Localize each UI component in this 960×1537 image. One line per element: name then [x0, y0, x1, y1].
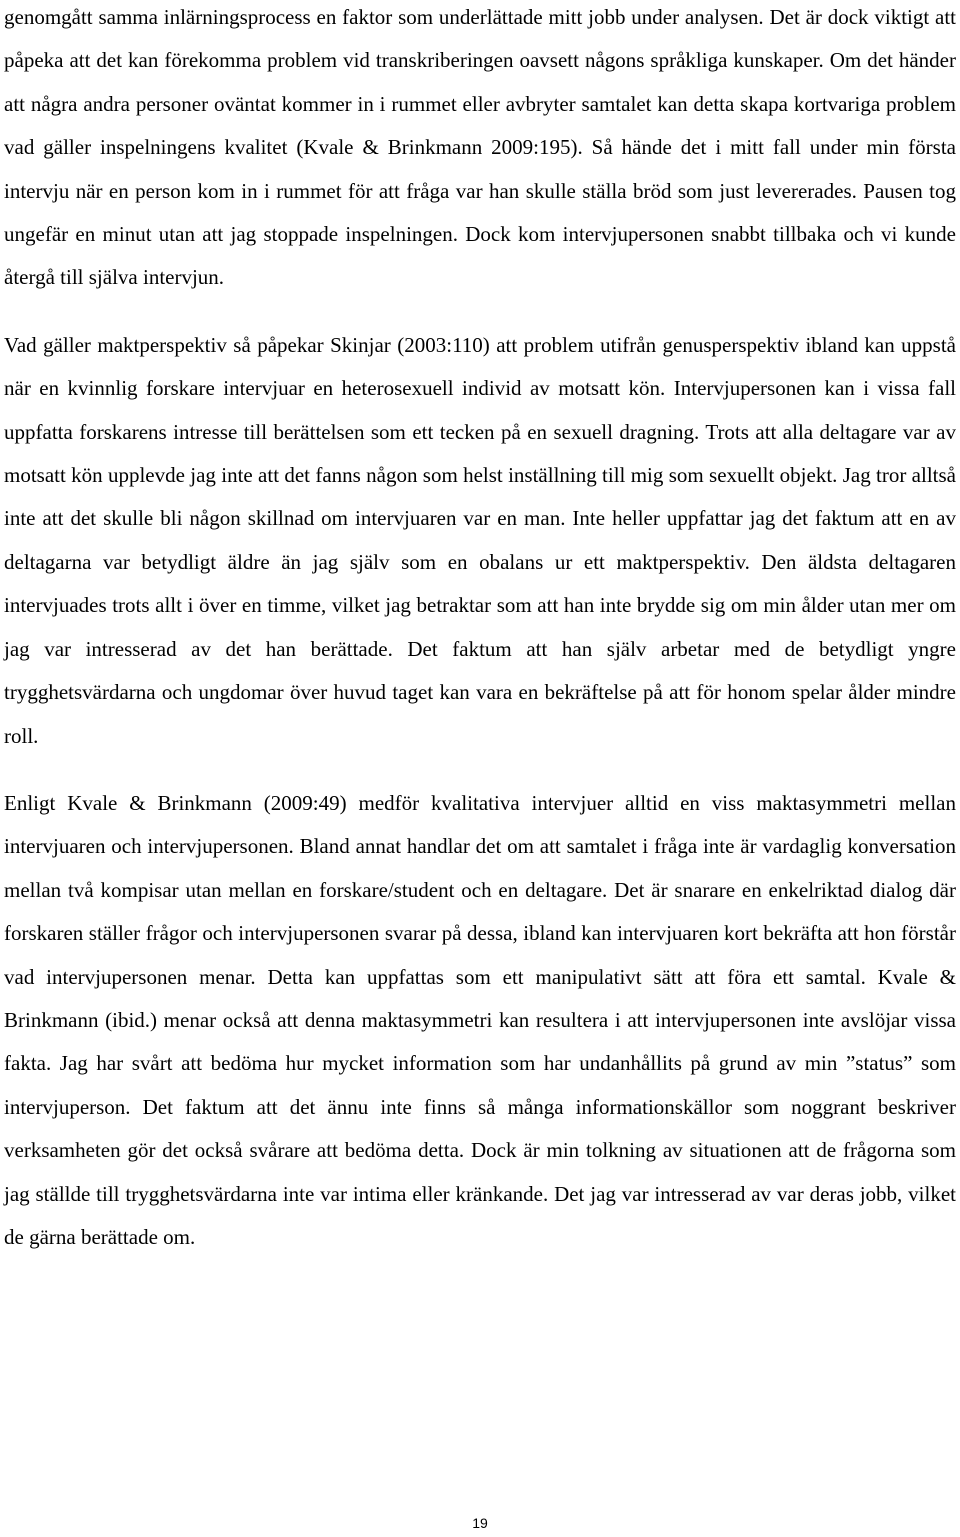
paragraph-power-perspective: Vad gäller maktperspektiv så påpekar Skinjar (2003:110) att problem utifrån genusperspektiv ibland kan uppstå när en kvinnlig forskare intervjuar en heterosexuell individ av motsatt kön. Intervjupersonen kan i vissa fall uppfatta forskarens intresse till berättelsen som ett tecken på en sexuell dragning. Trots att alla deltagare var av motsatt kön upplevde jag inte att det fanns någon som helst inställning till mig som sexuellt objekt. Jag tror alltså inte att det skulle bli någon skillnad om intervjuaren var en man. Inte heller uppfattar jag det faktum att en av deltagarna var betydligt äldre än jag själv som en obalans ur ett maktperspektiv. Den äldsta deltagaren intervjuades trots allt i över en timme, vilket jag betraktar som att han inte brydde sig om min ålder utan mer om jag var intresserad av det han berättade. Det faktum att han själv arbetar med de betydligt yngre trygghetsvärdarna och ungdomar över huvud taget kan vara en bekräftelse på att för honom spelar ålder mindre roll.: [4, 332, 956, 748]
paragraph-power-asymmetry: Enligt Kvale & Brinkmann (2009:49) medför kvalitativa intervjuer alltid en viss maktasymmetri mellan intervjuaren och intervjupersonen. Bland annat handlar det om att samtalet i fråga inte är vardaglig konversation mellan två kompisar utan mellan en forskare/student och en deltagare. Det är snarare en enkelriktad dialog där forskaren ställer frågor och intervjupersonen svarar på dessa, ibland kan intervjuaren kort bekräfta att hon förstår vad intervjupersonen menar. Detta kan uppfattas som ett manipulativt sätt att föra ett samtal. Kvale & Brinkmann (ibid.) menar också att denna maktasymmetri kan resultera i att intervjupersonen inte avslöjar vissa fakta. Jag har svårt att bedöma hur mycket information som har undanhållits på grund av min ”status” som intervjuperson. Det faktum att det ännu inte finns så många informationskällor som noggrant beskriver verksamheten gör det också svårare att bedöma detta. Dock är min tolkning av situationen att de frågorna som jag ställde till trygghetsvärdarna inte var intima eller kränkande. Det jag var intresserad av var deras jobb, vilket de gärna berättade om.: [4, 790, 956, 1249]
body-text: [4, 0, 956, 1259]
page-number: 19: [472, 1515, 488, 1531]
paragraph-transcription: genomgått samma inlärningsprocess en faktor som underlättade mitt jobb under analysen. Det är dock viktigt att påpeka att det kan förekomma problem vid transkriberingen oavsett någons språkliga kunskaper. Om det händer att några andra personer oväntat kommer in i rummet eller avbryter samtalet kan detta skapa kortvariga problem vad gäller inspelningens kvalitet (Kvale & Brinkmann 2009:195). Så hände det i mitt fall under min första intervju när en person kom in i rummet för att fråga var han skulle ställa bröd som just levererades. Pausen tog ungefär en minut utan att jag stoppade inspelningen. Dock kom intervjupersonen snabbt tillbaka och vi kunde återgå till själva intervjun.: [4, 5, 956, 290]
